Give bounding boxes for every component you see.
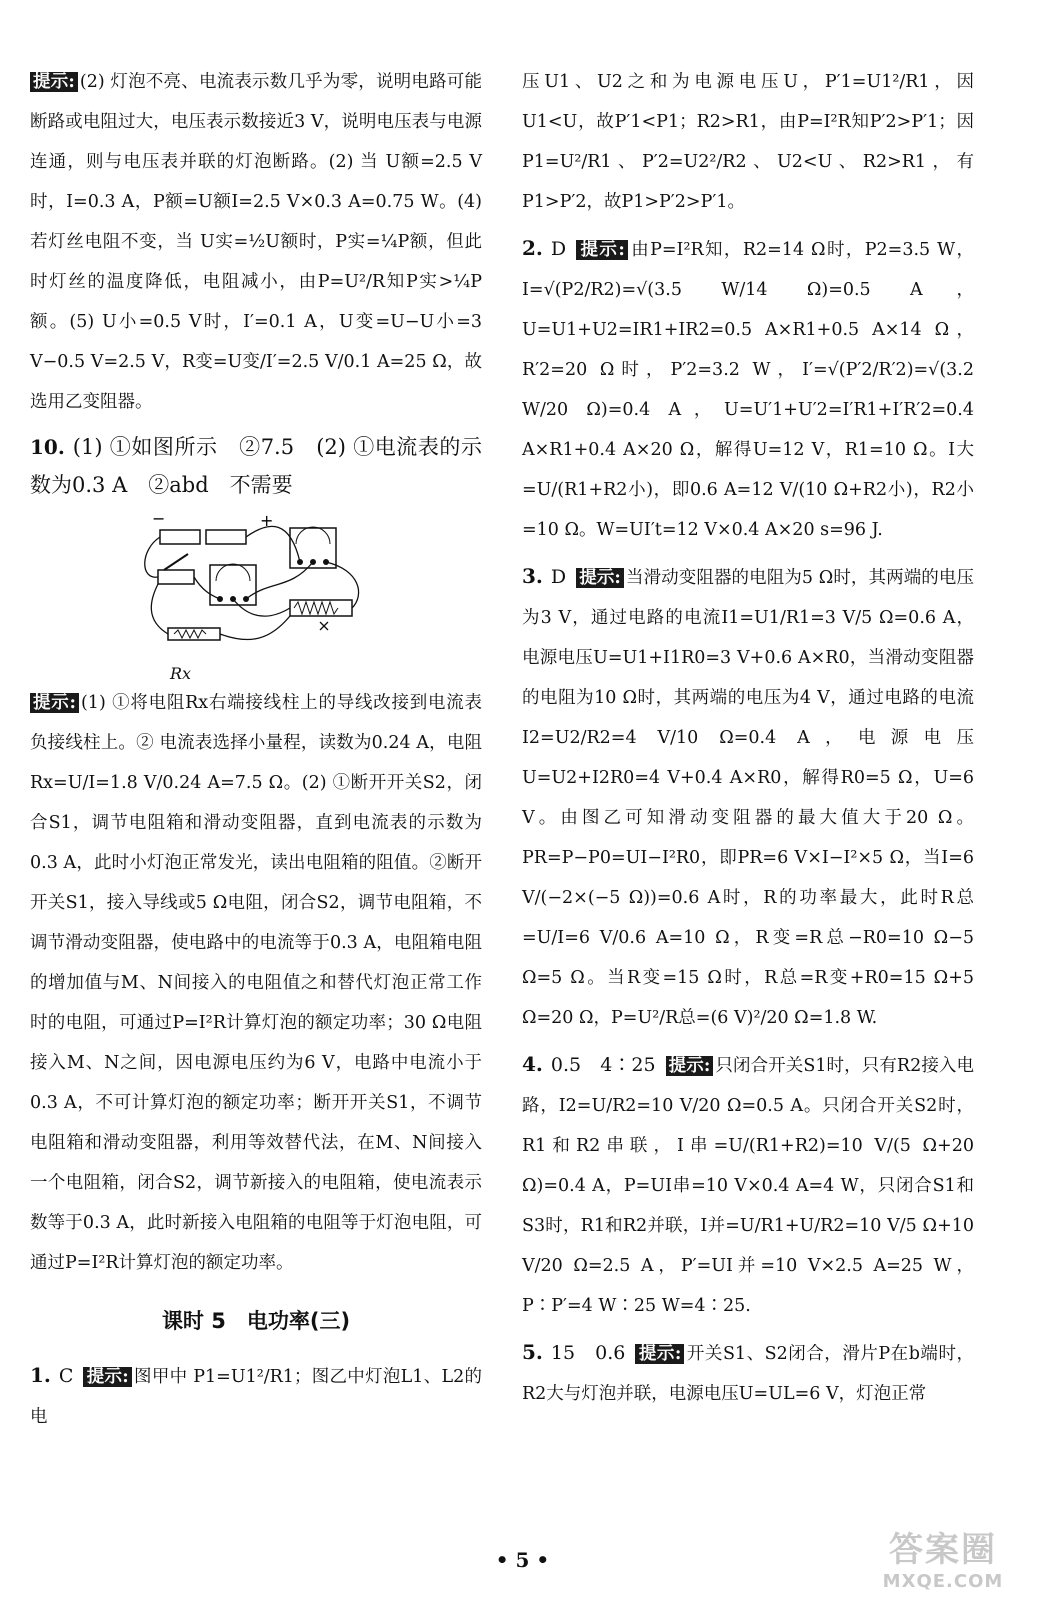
rheostat-icon (290, 600, 352, 616)
answer-text: (1) ①如图所示 ②7.5 (2) ①电流表的示数为0.3 A ②abd 不需要 (30, 435, 482, 497)
battery-plus-label: + (260, 511, 274, 530)
hint-text: (1) ①将电阻Rx右端接线柱上的导线改接到电流表负接线柱上。② 电流表选择小量程，读数为0.24 A，电阻Rx=U/I=1.8 V/0.24 A=7.5 Ω。(2) ①断开开关S2，闭合S1，调节电阻箱和滑动变阻器，直到电流表的示数为0.3 A，此时小灯泡正常发光，读出电阻箱的阻值。②断开开关S1，接入导线或5 Ω电阻，闭合S2，调节电阻箱，不调节滑动变阻器，使电路中的电流等于0.3 A，电阻箱电阻的增加值与M、N间接入的电阻值之和替代灯泡正常工作时的电阻，可通过P=I²R计算灯泡的额定功率；30 Ω电阻接入M、N之间，因电源电压约为6 V，电路中电流小于0.3 A，不可计算灯泡的额定功率；断开开关S1，不调节电阻箱和滑动变阻器，利用等效替代法，在M、N间接入一个电阻箱，闭合S2，调节新接入的电阻箱，使电流表示数等于0.3 A，此时新接入电阻箱的电阻等于灯泡电阻，可通过P=I²R计算灯泡的额定功率。 (30, 693, 482, 1273)
question-number: 10. (30, 435, 65, 459)
question-3 (522, 556, 974, 1038)
hint-continuation (522, 62, 974, 222)
right-column (522, 62, 974, 1420)
hint-paragraph-q9 (30, 62, 482, 422)
question-2 (522, 228, 974, 550)
switch-icon (158, 554, 194, 584)
hint-text: 当滑动变阻器的电阻为5 Ω时，其两端的电压为3 V，通过电路的电流I1=U1/R1=3 V/5 Ω=0.6 A，电源电压U=U1+I1R0=3 V+0.6 A×R0，当滑动变阻器的电阻为10 Ω时，其两端的电压为4 V，通过电路的电流I2=U2/R2=4 V/10 Ω=0.4 A，电源电压U=U2+I2R0=4 V+0.4 A×R0，解得R0=5 Ω，U=6 V。由图乙可知滑动变阻器的最大值大于20 Ω。PR=P−P0=UI−I²R0，即PR=6 V×I−I²×5 Ω，当I=6 V/(−2×(−5 Ω))=0.6 A时，R的功率最大，此时R总=U/I=6 V/0.6 A=10 Ω，R变=R总−R0=10 Ω−5 Ω=5 Ω。当R变=15 Ω时，R总=R变+R0=15 Ω+5 Ω=20 Ω，P=U²/R总=(6 V)²/20 Ω=1.8 W. (522, 568, 974, 1028)
hint-text: 压U1、U2之和为电源电压U，P′1=U1²/R1，因U1<U，故P′1<P1；R2>R1，由P=I²R知P′2>P′1；因P1=U²/R1、P′2=U2²/R2、U2<U、R2>R1，有P1>P′2，故P1>P′2>P′1。 (522, 72, 974, 212)
battery-minus-label: − (152, 510, 166, 528)
answer-text: D (550, 238, 567, 260)
circuit-figure (140, 510, 370, 683)
circuit-diagram (140, 510, 370, 660)
resistor-rx-icon (168, 628, 220, 640)
watermark-logo (863, 1522, 1023, 1592)
answer-text: 0.5 4∶25 (550, 1054, 656, 1076)
voltmeter-icon (290, 527, 336, 568)
hint-text: 由P=I²R知，R2=14 Ω时，P2=3.5 W，I=√(P2/R2)=√(3.5 W/14 Ω)=0.5 A，U=U1+U2=IR1+IR2=0.5 A×R1+0.5 A×14 Ω，R′2=20 Ω时，P′2=3.2 W，I′=√(P′2/R′2)=√(3.2 W/20 Ω)=0.4 A，U=U′1+U′2=I′R1+I′R′2=0.4 A×R1+0.4 A×20 Ω，解得U=12 V，R1=10 Ω。I大=U/(R1+R2小)，即0.6 A=12 V/(10 Ω+R2小)，R2小=10 Ω。W=UI′t=12 V×0.4 A×20 s=96 J. (522, 240, 975, 540)
hint-text: (2) 灯泡不亮、电流表示数几乎为零，说明电路可能断路或电阻过大，电压表示数接近3 V，说明电压表与电源连通，则与电压表并联的灯泡断路。(2) 当 U额=2.5 V时，I=0.3 A，P额=U额I=2.5 V×0.3 A=0.75 W。(4) 若灯丝电阻不变，当 U实=½U额时，P实=¼P额，但此时灯丝的温度降低，电阻减小，由P=U²/R知P实>¼P额。(5) U小=0.5 V时，I′=0.1 A，U变=U−U小=3 V−0.5 V=2.5 V，R变=U变/I′=2.5 V/0.1 A=25 Ω，故选用乙变阻器。 (30, 72, 482, 412)
hint-text: 图甲中 P1=U1²/R1；图乙中灯泡L1、L2的电 (30, 1367, 483, 1427)
hint-text: 开关S1、S2闭合，滑片P在b端时，R2大与灯泡并联，电源电压U=UL=6 V，灯泡正常 (522, 1344, 974, 1404)
section-title: 课时 5 电功率(三) (161, 1309, 351, 1333)
hint-label: 提示: (30, 72, 78, 92)
hint-label: 提示: (30, 693, 79, 713)
watermark-line1: 答案圈 (889, 1530, 997, 1570)
question-number: 3. (522, 564, 543, 588)
question-number: 2. (522, 236, 543, 260)
hint-label: 提示: (576, 568, 624, 588)
hint-label: 提示: (635, 1344, 684, 1364)
left-column (30, 62, 482, 1443)
answer-text: C (58, 1365, 74, 1387)
question-5 (522, 1332, 974, 1414)
figure-caption: Rx (170, 664, 192, 683)
hint-label: 提示: (666, 1056, 714, 1076)
question-number: 4. (522, 1052, 543, 1076)
answer-text: 15 0.6 (550, 1342, 626, 1364)
battery-icon (160, 530, 246, 544)
page-number: • 5 • (495, 1548, 550, 1572)
watermark-line2: MXQE.COM (882, 1571, 1004, 1592)
hint-label: 提示: (83, 1367, 131, 1387)
answer-text: D (550, 566, 567, 588)
question-10 (30, 428, 482, 504)
hint-text: 只闭合开关S1时，只有R2接入电路，I2=U/R2=10 V/20 Ω=0.5 A。只闭合开关S2时，R1和R2串联，I串=U/(R1+R2)=10 V/(5 Ω+20 Ω)=0.4 A，P=UI串=10 V×0.4 A=4 W，只闭合S1和S3时，R1和R2并联，I并=U/R1+U/R2=10 V/5 Ω+10 V/20 Ω=2.5 A，P′=UI并=10 V×2.5 A=25 W，P∶P′=4 W∶25 W=4∶25. (522, 1056, 974, 1316)
question-4 (522, 1044, 974, 1326)
question-1 (30, 1355, 482, 1437)
question-number: 1. (30, 1363, 51, 1387)
ammeter-icon (210, 564, 256, 605)
hint-label: 提示: (576, 240, 628, 260)
question-number: 5. (522, 1340, 543, 1364)
hint-paragraph-q10 (30, 683, 482, 1283)
